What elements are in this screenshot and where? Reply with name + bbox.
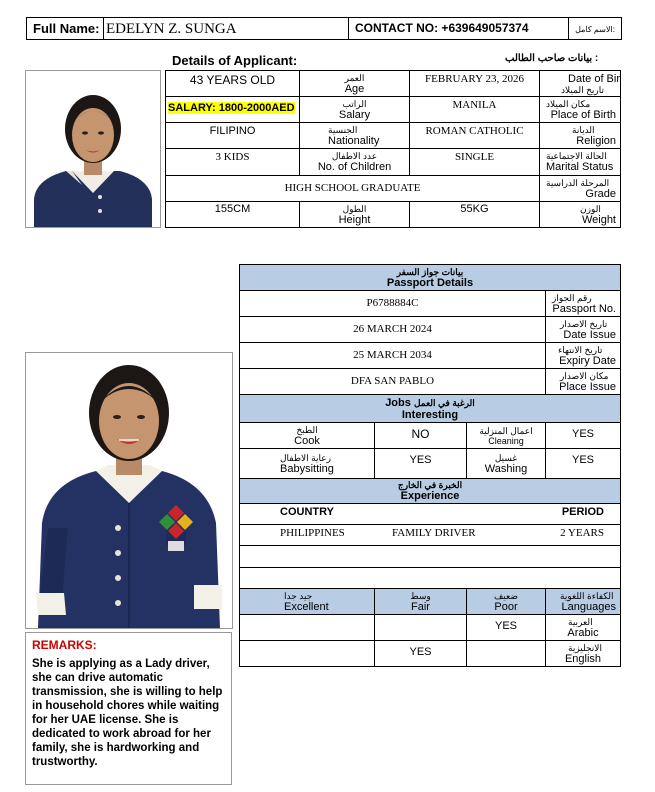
jobs-header-ar: الرغبة في العمل [413,397,475,408]
cook-label-ar: الطبخ [296,424,318,435]
weight-label: Weight [581,213,616,226]
pob-label-cell [539,96,621,123]
passport-no-label-cell [545,290,621,317]
marital-label: Marital Status [546,161,614,173]
experience-columns-row [239,503,621,525]
date-issue-label-cell [545,316,621,343]
salary-label-cell [299,96,410,123]
jobs-header [239,394,621,423]
age-value: 43 YEARS OLD [189,73,276,87]
nationality-label-cell [299,122,410,149]
nationality-label: Nationality [328,135,380,147]
dob-label-cell [539,70,621,97]
dob-value: FEBRUARY 23, 2026 [425,73,524,85]
grade-value: HIGH SCHOOL GRADUATE [284,182,421,194]
cook-value-cell [374,422,467,449]
place-issue-label-cell [545,368,621,395]
date-issue-value-cell [239,316,546,343]
height-label-cell [299,201,410,228]
lang-fair-header [374,588,467,615]
dob-label: Date of Bir [568,72,620,85]
nationality-value-cell [165,122,300,149]
remarks-box [25,632,232,785]
expiry-label-cell [545,342,621,369]
place-issue-value-cell [239,368,546,395]
expiry-label-ar: تاريخ الانتهاء [558,344,603,355]
dob-value-cell [409,70,540,97]
children-label-ar: عدد الاطفال [331,151,378,161]
english-label: English [564,652,602,665]
age-label-ar: العمر [344,72,365,83]
weight-value-cell [409,201,540,228]
arabic-poor-cell [466,614,546,641]
washing-label-ar: غسيل [494,452,518,463]
experience-country: PHILIPPINES [280,527,345,539]
passport-header-title: Passport Details [386,276,474,289]
full-name-value: EDELYN Z. SUNGA [103,17,349,40]
place-issue-value: DFA SAN PABLO [350,375,435,387]
arabic-poor-value: YES [494,620,517,632]
age-label-cell [299,70,410,97]
experience-col-country: COUNTRY [280,506,334,518]
children-label-cell [299,148,410,176]
experience-empty-row [239,545,621,568]
religion-value-cell [409,122,540,149]
arabic-label: Arabic [567,626,599,639]
experience-row [239,524,621,546]
jobs-header-en: Jobs [385,396,411,409]
passport-no-value: P6788884C [366,297,419,309]
marital-label-cell [539,148,621,176]
experience-empty-row [239,567,621,589]
age-label: Age [344,82,365,95]
cleaning-label: Cleaning [488,435,524,446]
place-issue-label-ar: مكان الاصدار [560,370,609,381]
marital-value: SINGLE [454,151,495,163]
remarks-title: REMARKS: [32,638,97,652]
english-fair-cell [374,640,467,667]
age-value-cell [165,70,300,97]
marital-label-ar: الحالة الاجتماعية [546,151,607,161]
pob-value-cell [409,96,540,123]
washing-label-cell [466,448,546,479]
contact-number: CONTACT NO: +639649057374 [348,17,569,40]
details-title: Details of Applicant: [172,53,298,68]
cleaning-label-cell [466,422,546,449]
cook-value: NO [411,427,430,441]
date-issue-value: 26 MARCH 2024 [353,323,432,335]
details-title-arabic: بيانات صاحب الطالب : [505,53,599,64]
expiry-value-cell [239,342,546,369]
expiry-value: 25 MARCH 2034 [353,349,432,361]
cook-label: Cook [294,434,320,447]
lang-fair-ar: وسط [410,590,431,601]
grade-label: Grade [585,187,616,200]
salary-label: Salary [338,108,371,121]
applicant-photo-small [25,70,161,228]
nationality-value: FILIPINO [209,125,256,137]
weight-label-ar: الوزن [580,203,601,214]
experience-period: 2 YEARS [560,527,604,539]
passport-header [239,264,621,291]
lang-poor-header [466,588,546,615]
english-label-ar: الانجليزية [568,642,602,653]
english-poor-cell [466,640,546,667]
dob-label-ar: تاريخ الميلاد [561,84,604,95]
children-value-cell [165,148,300,176]
english-excellent-cell [239,640,375,667]
arabic-label-cell [545,614,621,641]
english-label-cell [545,640,621,667]
babysitting-label-ar: رعاية الاطفال [280,452,331,463]
lang-poor-ar: ضعيف [493,590,519,601]
applicant-photo-full [25,352,233,629]
children-label: No. of Children [317,161,392,173]
weight-label-cell [539,201,621,228]
washing-label: Washing [484,462,528,475]
passport-no-label-ar: رقم الجواز [552,292,592,303]
grade-label-cell [539,175,621,202]
expiry-label: Expiry Date [559,354,616,367]
full-name-label: Full Name: [26,17,104,40]
experience-header [239,478,621,504]
babysitting-label: Babysitting [280,462,334,475]
babysitting-value: YES [409,454,432,466]
experience-header-title: Experience [400,490,460,502]
religion-label-cell [539,122,621,149]
babysitting-value-cell [374,448,467,479]
cleaning-value-cell [545,422,621,449]
pob-label: Place of Birth [550,108,616,121]
lang-languages-ar: الكفاءة اللغوية [560,590,614,601]
marital-value-cell [409,148,540,176]
height-value-cell [165,201,300,228]
lang-languages-label: Languages [561,600,616,613]
washing-value-cell [545,448,621,479]
religion-label: Religion [576,134,616,147]
lang-excellent-label: Excellent [284,600,329,613]
experience-job: FAMILY DRIVER [392,527,476,539]
date-issue-label-ar: تاريخ الاصدار [560,318,608,329]
passport-no-value-cell [239,290,546,317]
height-label: Height [338,213,371,226]
religion-label-ar: الديانة [572,124,595,135]
lang-excellent-header [239,588,375,615]
babysitting-label-cell [239,448,375,479]
lang-excellent-ar: جيد جدا [284,590,313,601]
arabic-label-ar: العربية [568,616,593,627]
height-label-ar: الطول [342,203,367,214]
grade-value-cell [165,175,540,202]
pob-value: MANILA [452,99,497,111]
nationality-label-ar: الجنسية [328,125,358,135]
remarks-text: She is applying as a Lady driver, she can drive automatic transmission, she is willing to help in household chores while waiting for her UAE license. She is dedicated to work abroad for her family, she is hardworking and trustworthy. [32,658,223,768]
cook-label-cell [239,422,375,449]
height-value: 155CM [214,203,251,215]
pob-label-ar: مكان الميلاد [546,98,591,109]
arabic-excellent-cell [239,614,375,641]
weight-value: 55KG [460,203,489,215]
passport-header-ar: بيانات جواز السفر [396,266,464,277]
english-fair-value: YES [409,646,432,658]
arabic-fair-cell [374,614,467,641]
religion-value: ROMAN CATHOLIC [425,125,524,137]
place-issue-label: Place Issue [559,380,616,393]
children-value: 3 KIDS [215,151,250,163]
cleaning-label-ar: اعمال المنزلية [479,425,533,436]
washing-value: YES [571,454,594,466]
experience-col-period: PERIOD [561,506,604,518]
jobs-header-subtitle: Interesting [401,408,459,421]
full-name-arabic-label: الاسم كامل: [568,17,622,40]
cleaning-value: YES [571,428,594,440]
salary-value-cell [165,96,300,123]
lang-languages-header [545,588,621,615]
lang-fair-label: Fair [411,600,430,613]
passport-no-label: Passport No. [552,302,616,315]
grade-label-ar: المرحلة الدراسية [546,177,610,188]
salary-value: SALARY: 1800-2000AED [168,102,295,114]
lang-poor-label: Poor [494,600,518,613]
date-issue-label: Date Issue [563,328,616,341]
salary-label-ar: الراتب [342,98,367,109]
experience-header-ar: الخبرة في الخارج [397,480,463,490]
